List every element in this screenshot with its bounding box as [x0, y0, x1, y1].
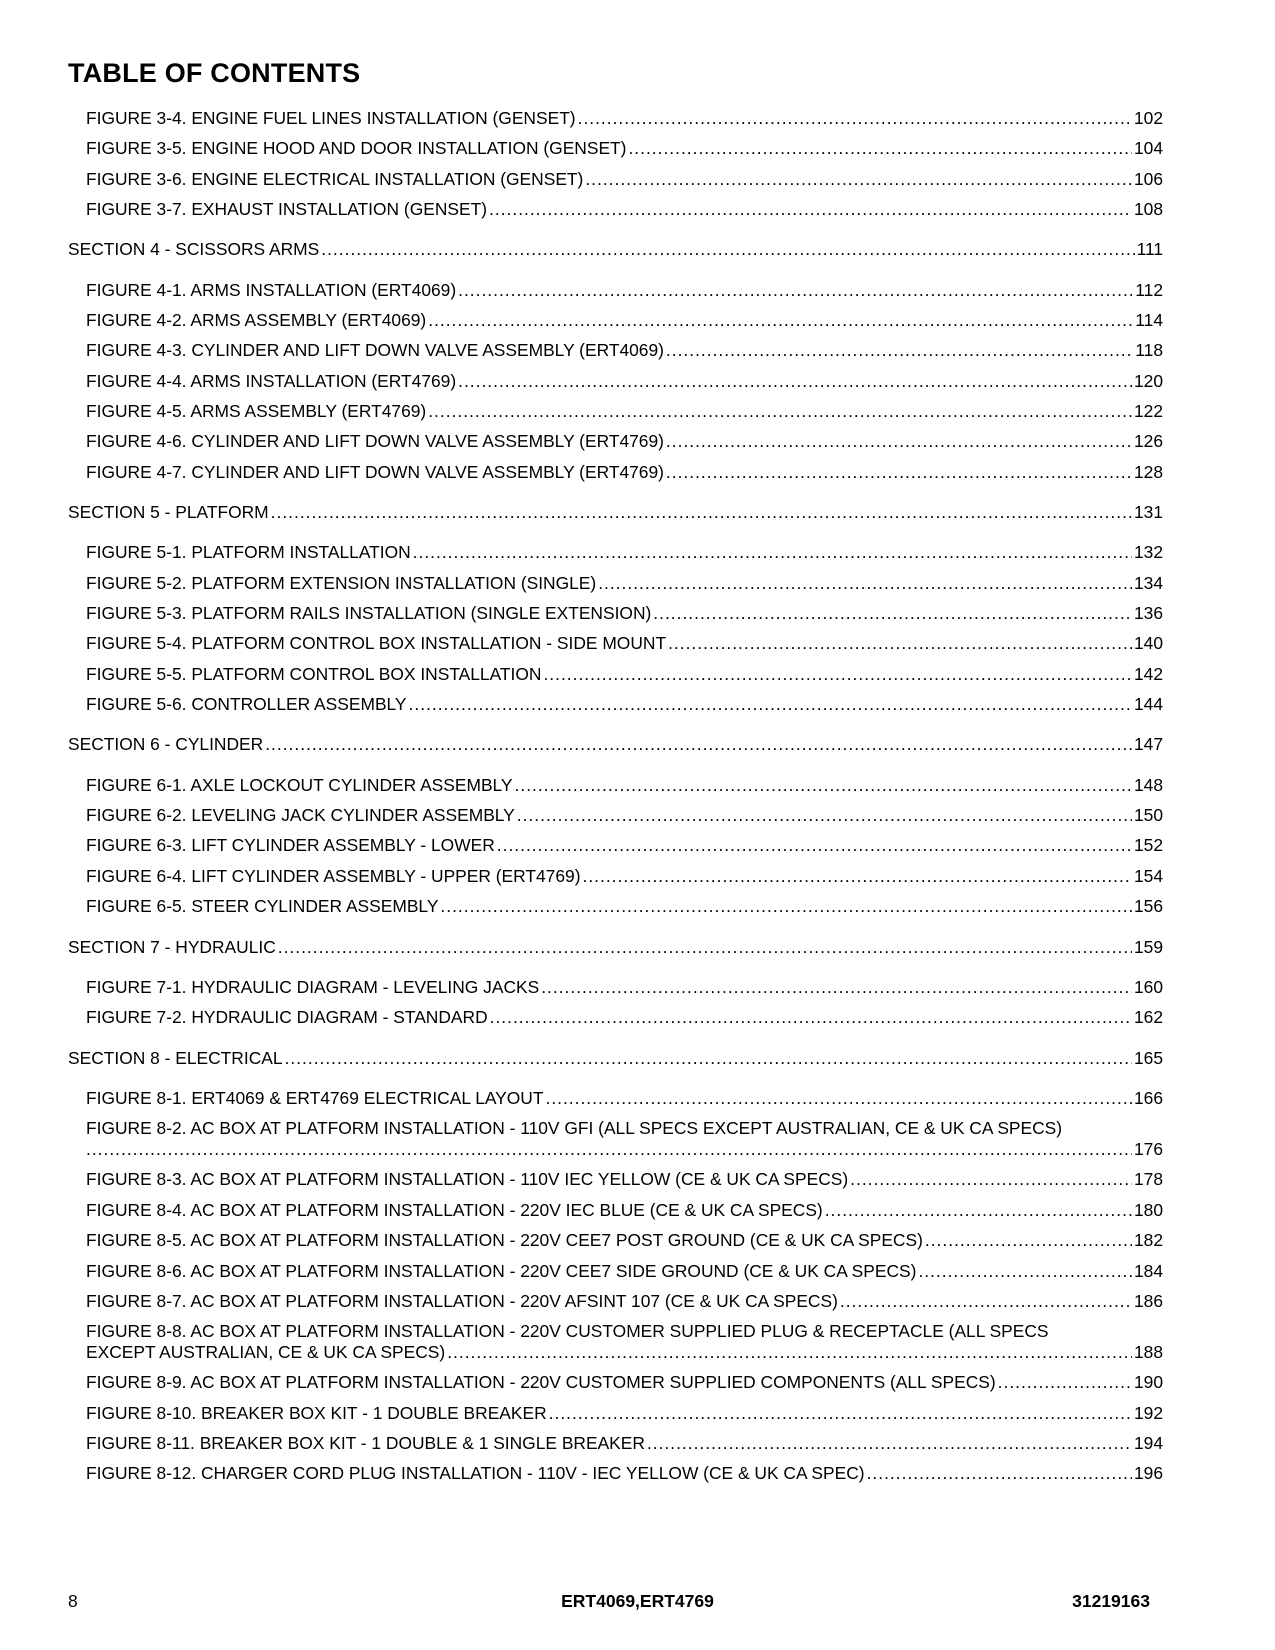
toc-entry[interactable]	[86, 1088, 1163, 1109]
toc-entry-title: FIGURE 4-1. ARMS INSTALLATION (ERT4069)	[86, 280, 457, 300]
toc-entry-page: 192	[1133, 1403, 1163, 1423]
toc-entry[interactable]	[86, 169, 1163, 190]
toc-entry[interactable]	[86, 462, 1163, 483]
toc-entry-page: 118	[1135, 340, 1163, 360]
toc-section-title: SECTION 5 - PLATFORM	[68, 502, 269, 522]
toc-entry-title: FIGURE 8-10. BREAKER BOX KIT - 1 DOUBLE BREAKER	[86, 1403, 547, 1423]
leader-dots	[585, 169, 1132, 190]
toc-entry-title: FIGURE 4-2. ARMS ASSEMBLY (ERT4069)	[86, 310, 427, 330]
leader-dots	[840, 1291, 1132, 1312]
toc-entry-page: 104	[1133, 138, 1163, 158]
toc-entry-title: FIGURE 6-3. LIFT CYLINDER ASSEMBLY - LOWER	[86, 835, 495, 855]
toc-entry[interactable]	[86, 805, 1163, 826]
toc-entry-page: 196	[1133, 1463, 1163, 1483]
toc-entry-title: FIGURE 4-3. CYLINDER AND LIFT DOWN VALVE ASSEMBLY (ERT4069)	[86, 340, 664, 360]
leader-dots	[86, 1139, 1132, 1160]
toc-entry[interactable]	[86, 1200, 1163, 1221]
toc-entry-page: 134	[1133, 573, 1163, 593]
toc-entry-title: FIGURE 3-6. ENGINE ELECTRICAL INSTALLATION (GENSET)	[86, 169, 584, 189]
toc-entry[interactable]	[86, 603, 1163, 624]
leader-dots	[867, 1463, 1132, 1484]
leader-dots	[666, 462, 1132, 483]
toc-entry-page: 176	[1133, 1139, 1163, 1159]
toc-section-title: SECTION 4 - SCISSORS ARMS	[68, 239, 320, 259]
toc-entry-title: FIGURE 3-5. ENGINE HOOD AND DOOR INSTALLATION (GENSET)	[86, 138, 627, 158]
toc-entry[interactable]	[86, 1403, 1163, 1424]
leader-dots	[458, 280, 1133, 301]
toc-entry[interactable]	[86, 573, 1163, 594]
toc-entry[interactable]	[86, 835, 1163, 856]
toc-section-page: 111	[1136, 239, 1163, 259]
toc-entry-page: 150	[1133, 805, 1163, 825]
toc-entry-title: FIGURE 5-2. PLATFORM EXTENSION INSTALLATION (SINGLE)	[86, 573, 597, 593]
toc-entry-title: FIGURE 8-7. AC BOX AT PLATFORM INSTALLATION - 220V AFSINT 107 (CE & UK CA SPECS)	[86, 1291, 838, 1311]
toc-entry-title: FIGURE 3-4. ENGINE FUEL LINES INSTALLATION (GENSET)	[86, 108, 576, 128]
toc-entry-page: 132	[1133, 542, 1163, 562]
toc-entry-page: 126	[1133, 431, 1163, 451]
toc-entry[interactable]	[86, 431, 1163, 452]
toc-entry-page: 152	[1133, 835, 1163, 855]
leader-dots	[666, 340, 1133, 361]
leader-dots	[653, 603, 1132, 624]
toc-entry-title: FIGURE 4-5. ARMS ASSEMBLY (ERT4769)	[86, 401, 427, 421]
toc-entry[interactable]	[86, 138, 1163, 159]
toc-entry-page: 166	[1133, 1088, 1163, 1108]
leader-dots	[515, 775, 1132, 796]
toc-entry-page: 160	[1133, 977, 1163, 997]
toc-entry[interactable]	[86, 1321, 1163, 1363]
leader-dots	[668, 633, 1132, 654]
leader-dots	[409, 694, 1132, 715]
toc-entry-page: 178	[1133, 1169, 1163, 1189]
leader-dots	[490, 1007, 1132, 1028]
toc-entry-page: 184	[1133, 1261, 1163, 1281]
leader-dots	[825, 1200, 1132, 1221]
toc-section-page: 131	[1133, 502, 1163, 522]
leader-dots	[321, 239, 1134, 260]
toc-entry-title: FIGURE 8-2. AC BOX AT PLATFORM INSTALLATION - 110V GFI (ALL SPECS EXCEPT AUSTRALIAN, CE & UK CA SPECS)	[86, 1118, 1063, 1138]
leader-dots	[543, 664, 1132, 685]
toc-entry-page: 106	[1133, 169, 1163, 189]
leader-dots	[489, 199, 1132, 220]
toc-section[interactable]	[68, 937, 1163, 958]
leader-dots	[440, 896, 1132, 917]
toc-entry-page: 114	[1135, 310, 1163, 330]
toc-entry[interactable]	[86, 694, 1163, 715]
toc-entry-page: 190	[1133, 1372, 1163, 1392]
toc-entry-title: FIGURE 8-11. BREAKER BOX KIT - 1 DOUBLE & 1 SINGLE BREAKER	[86, 1433, 645, 1453]
toc-entry-title: FIGURE 8-5. AC BOX AT PLATFORM INSTALLATION - 220V CEE7 POST GROUND (CE & UK CA SPECS)	[86, 1230, 923, 1250]
toc-entry-page: 136	[1133, 603, 1163, 623]
toc-entry-page: 102	[1133, 108, 1163, 128]
toc-entry[interactable]	[86, 896, 1163, 917]
toc-entry-title: FIGURE 6-5. STEER CYLINDER ASSEMBLY	[86, 896, 439, 916]
toc-entry-title: FIGURE 5-5. PLATFORM CONTROL BOX INSTALLATION	[86, 664, 542, 684]
toc-entry[interactable]	[86, 1261, 1163, 1282]
leader-dots	[647, 1433, 1132, 1454]
toc-entry-title: FIGURE 5-3. PLATFORM RAILS INSTALLATION (SINGLE EXTENSION)	[86, 603, 652, 623]
toc-entry-page: 142	[1133, 664, 1163, 684]
leader-dots	[545, 1088, 1132, 1109]
leader-dots	[998, 1372, 1132, 1393]
leader-dots	[517, 805, 1132, 826]
toc-entry-page: 108	[1133, 199, 1163, 219]
leader-dots	[583, 866, 1132, 887]
leader-dots	[413, 542, 1132, 563]
leader-dots	[428, 310, 1133, 331]
toc-section-page: 165	[1133, 1048, 1163, 1068]
toc-entry[interactable]	[86, 199, 1163, 220]
leader-dots	[428, 401, 1132, 422]
toc-entry-title: FIGURE 4-7. CYLINDER AND LIFT DOWN VALVE ASSEMBLY (ERT4769)	[86, 462, 664, 482]
toc-entry-title: FIGURE 5-6. CONTROLLER ASSEMBLY	[86, 694, 407, 714]
toc-entry[interactable]	[86, 1291, 1163, 1312]
toc-entry-title: FIGURE 8-3. AC BOX AT PLATFORM INSTALLATION - 110V IEC YELLOW (CE & UK CA SPECS)	[86, 1169, 849, 1189]
toc-entry[interactable]	[86, 1007, 1163, 1028]
toc-entry[interactable]	[86, 401, 1163, 422]
toc-entry-title: FIGURE 8-4. AC BOX AT PLATFORM INSTALLATION - 220V IEC BLUE (CE & UK CA SPECS)	[86, 1200, 823, 1220]
footer-model: ERT4069,ERT4769	[561, 1591, 714, 1611]
toc-entry-page: 140	[1133, 633, 1163, 653]
toc-entry-title: FIGURE 8-1. ERT4069 & ERT4769 ELECTRICAL LAYOUT	[86, 1088, 544, 1108]
toc-entry-page: 112	[1135, 280, 1163, 300]
toc-section-page: 159	[1133, 937, 1163, 957]
leader-dots	[285, 1048, 1132, 1069]
toc-entry[interactable]	[86, 1230, 1163, 1251]
leader-dots	[628, 138, 1132, 159]
toc-entry-page: 154	[1133, 866, 1163, 886]
leader-dots	[271, 502, 1132, 523]
toc-entry-page: 148	[1133, 775, 1163, 795]
toc-entry[interactable]	[86, 1169, 1163, 1190]
toc-entry-page: 120	[1133, 371, 1163, 391]
toc-entry-page: 128	[1133, 462, 1163, 482]
toc-entry-page: 186	[1133, 1291, 1163, 1311]
toc-entry-title: FIGURE 8-8. AC BOX AT PLATFORM INSTALLATION - 220V CUSTOMER SUPPLIED PLUG & RECEPTACLE (ALL SPECS	[86, 1321, 1049, 1341]
toc-section-page: 147	[1133, 734, 1163, 754]
toc-entry[interactable]	[86, 340, 1163, 361]
toc-entry[interactable]	[86, 310, 1163, 331]
leader-dots	[850, 1169, 1132, 1190]
toc-entry-title-cont: EXCEPT AUSTRALIAN, CE & UK CA SPECS)	[86, 1342, 446, 1362]
leader-dots	[458, 371, 1132, 392]
toc-entry[interactable]	[86, 977, 1163, 998]
toc-entry[interactable]	[86, 1118, 1163, 1160]
toc-entry-page: 188	[1133, 1342, 1163, 1362]
toc-entry-title: FIGURE 6-4. LIFT CYLINDER ASSEMBLY - UPPER (ERT4769)	[86, 866, 581, 886]
toc-entry-page: 144	[1133, 694, 1163, 714]
toc-section[interactable]	[68, 1048, 1163, 1069]
toc-section-title: SECTION 6 - CYLINDER	[68, 734, 264, 754]
toc-entry[interactable]	[86, 108, 1163, 129]
toc-entry-title: FIGURE 7-1. HYDRAULIC DIAGRAM - LEVELING JACKS	[86, 977, 540, 997]
toc-entry-title: FIGURE 8-12. CHARGER CORD PLUG INSTALLATION - 110V - IEC YELLOW (CE & UK CA SPEC)	[86, 1463, 865, 1483]
toc-entry-title: FIGURE 6-1. AXLE LOCKOUT CYLINDER ASSEMBLY	[86, 775, 513, 795]
toc-entry-page: 194	[1133, 1433, 1163, 1453]
toc-entry-page: 156	[1133, 896, 1163, 916]
toc-entry-page: 162	[1133, 1007, 1163, 1027]
leader-dots	[497, 835, 1132, 856]
toc-entry[interactable]	[86, 633, 1163, 654]
page-title: TABLE OF CONTENTS	[68, 58, 361, 88]
footer-doc-number: 31219163	[1072, 1591, 1150, 1611]
toc-entry[interactable]	[86, 1372, 1163, 1393]
leader-dots	[918, 1261, 1132, 1282]
toc-entry[interactable]	[86, 280, 1163, 301]
leader-dots	[598, 573, 1132, 594]
toc-entry[interactable]	[86, 775, 1163, 796]
leader-dots	[265, 734, 1132, 755]
toc-entry-page: 122	[1133, 401, 1163, 421]
toc-entry-title: FIGURE 3-7. EXHAUST INSTALLATION (GENSET)	[86, 199, 488, 219]
toc-entry[interactable]	[86, 371, 1163, 392]
toc-section-title: SECTION 8 - ELECTRICAL	[68, 1048, 283, 1068]
toc-entry[interactable]	[86, 1433, 1163, 1454]
toc-entry-title: FIGURE 8-9. AC BOX AT PLATFORM INSTALLATION - 220V CUSTOMER SUPPLIED COMPONENTS (ALL SPECS)	[86, 1372, 996, 1392]
toc-section[interactable]	[68, 734, 1163, 755]
toc-entry-title: FIGURE 5-4. PLATFORM CONTROL BOX INSTALLATION - SIDE MOUNT	[86, 633, 667, 653]
toc-section-title: SECTION 7 - HYDRAULIC	[68, 937, 276, 957]
toc-entry-title: FIGURE 4-4. ARMS INSTALLATION (ERT4769)	[86, 371, 457, 391]
toc-entry-title: FIGURE 6-2. LEVELING JACK CYLINDER ASSEMBLY	[86, 805, 515, 825]
leader-dots	[447, 1342, 1132, 1363]
toc-section[interactable]	[68, 502, 1163, 523]
leader-dots	[578, 108, 1132, 129]
toc-entry[interactable]	[86, 664, 1163, 685]
toc-entry[interactable]	[86, 542, 1163, 563]
toc-entry[interactable]	[86, 1463, 1163, 1484]
leader-dots	[925, 1230, 1132, 1251]
toc-entry-page: 180	[1133, 1200, 1163, 1220]
leader-dots	[278, 937, 1132, 958]
toc-entry-title: FIGURE 4-6. CYLINDER AND LIFT DOWN VALVE ASSEMBLY (ERT4769)	[86, 431, 664, 451]
leader-dots	[666, 431, 1132, 452]
toc-section[interactable]	[68, 239, 1163, 260]
toc-entry[interactable]	[86, 866, 1163, 887]
leader-dots	[549, 1403, 1132, 1424]
toc-entry-title: FIGURE 7-2. HYDRAULIC DIAGRAM - STANDARD	[86, 1007, 488, 1027]
toc-entry-page: 182	[1133, 1230, 1163, 1250]
toc-entry-title: FIGURE 5-1. PLATFORM INSTALLATION	[86, 542, 411, 562]
leader-dots	[541, 977, 1132, 998]
toc-entry-title: FIGURE 8-6. AC BOX AT PLATFORM INSTALLATION - 220V CEE7 SIDE GROUND (CE & UK CA SPECS)	[86, 1261, 917, 1281]
footer-page-number: 8	[68, 1591, 78, 1611]
